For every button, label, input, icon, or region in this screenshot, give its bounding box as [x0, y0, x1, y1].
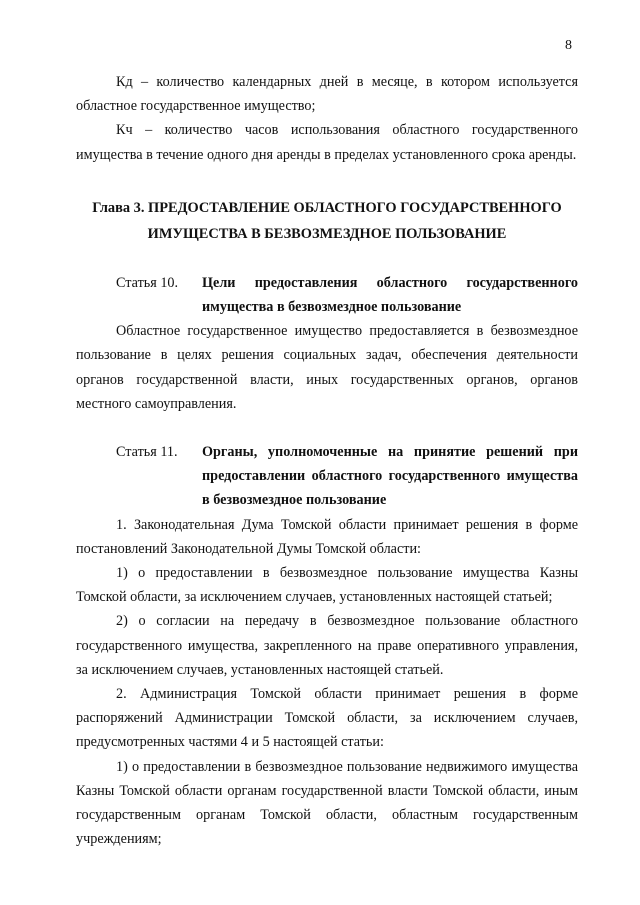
chapter-heading-line2: ИМУЩЕСТВА В БЕЗВОЗМЕЗДНОЕ ПОЛЬЗОВАНИЕ — [147, 225, 507, 242]
paragraph-kd: Кд – количество календарных дней в месяце, в котором используется областное государственное имущество; — [76, 74, 578, 115]
article-10-label: Статья 10. — [116, 274, 179, 291]
article-10-text: Областное государственное имущество предоставляется в безвозмездное пользование в целях решения социальных задач, обеспечения деятельности органов государственной власти, иных государственных органов, органов местного самоуправления. — [76, 323, 578, 412]
article-11-item: 1) о предоставлении в безвозмездное пользование имущества Казны Томской области, за исключением случаев, установленных настоящей статьей; — [76, 565, 578, 606]
article-11-item: 2. Администрация Томской области принимает решения в форме распоряжений Администрации Томской области, за исключением случаев, предусмотренных частями 4 и 5 настоящей статьи: — [76, 686, 578, 751]
chapter-heading-line1: Глава 3. ПРЕДОСТАВЛЕНИЕ ОБЛАСТНОГО ГОСУДАРСТВЕННОГО — [92, 199, 562, 216]
chapter-heading — [76, 195, 578, 247]
article-11-label: Статья 11. — [116, 444, 178, 461]
page-number: 8 — [565, 38, 572, 53]
article-11-item: 2) о согласии на передачу в безвозмездное пользование областного государственного имущества, закрепленного на праве оперативного управления, за исключением случаев, установленных настоящей статьей. — [76, 613, 578, 678]
article-10-heading — [76, 271, 578, 319]
article-11-item: 1. Законодательная Дума Томской области принимает решения в форме постановлений Законодательной Думы Томской области: — [76, 516, 578, 557]
article-11-heading — [76, 440, 578, 513]
article-11-title: Органы, уполномоченные на принятие решений при предоставлении областного государственного имущества в безвозмездное пользование — [202, 444, 578, 509]
article-11-item: 1) о предоставлении в безвозмездное пользование недвижимого имущества Казны Томской области органам государственной власти Томской области, иным государственным органам Томской области, областным государственным учреждениям; — [76, 758, 578, 848]
document-body — [76, 70, 578, 851]
paragraph-kch: Кч – количество часов использования областного государственного имущества в течение одного дня аренды в пределах установленного срока аренды. — [76, 122, 578, 163]
article-10-title: Цели предоставления областного государственного имущества в безвозмездное пользование — [202, 274, 578, 316]
